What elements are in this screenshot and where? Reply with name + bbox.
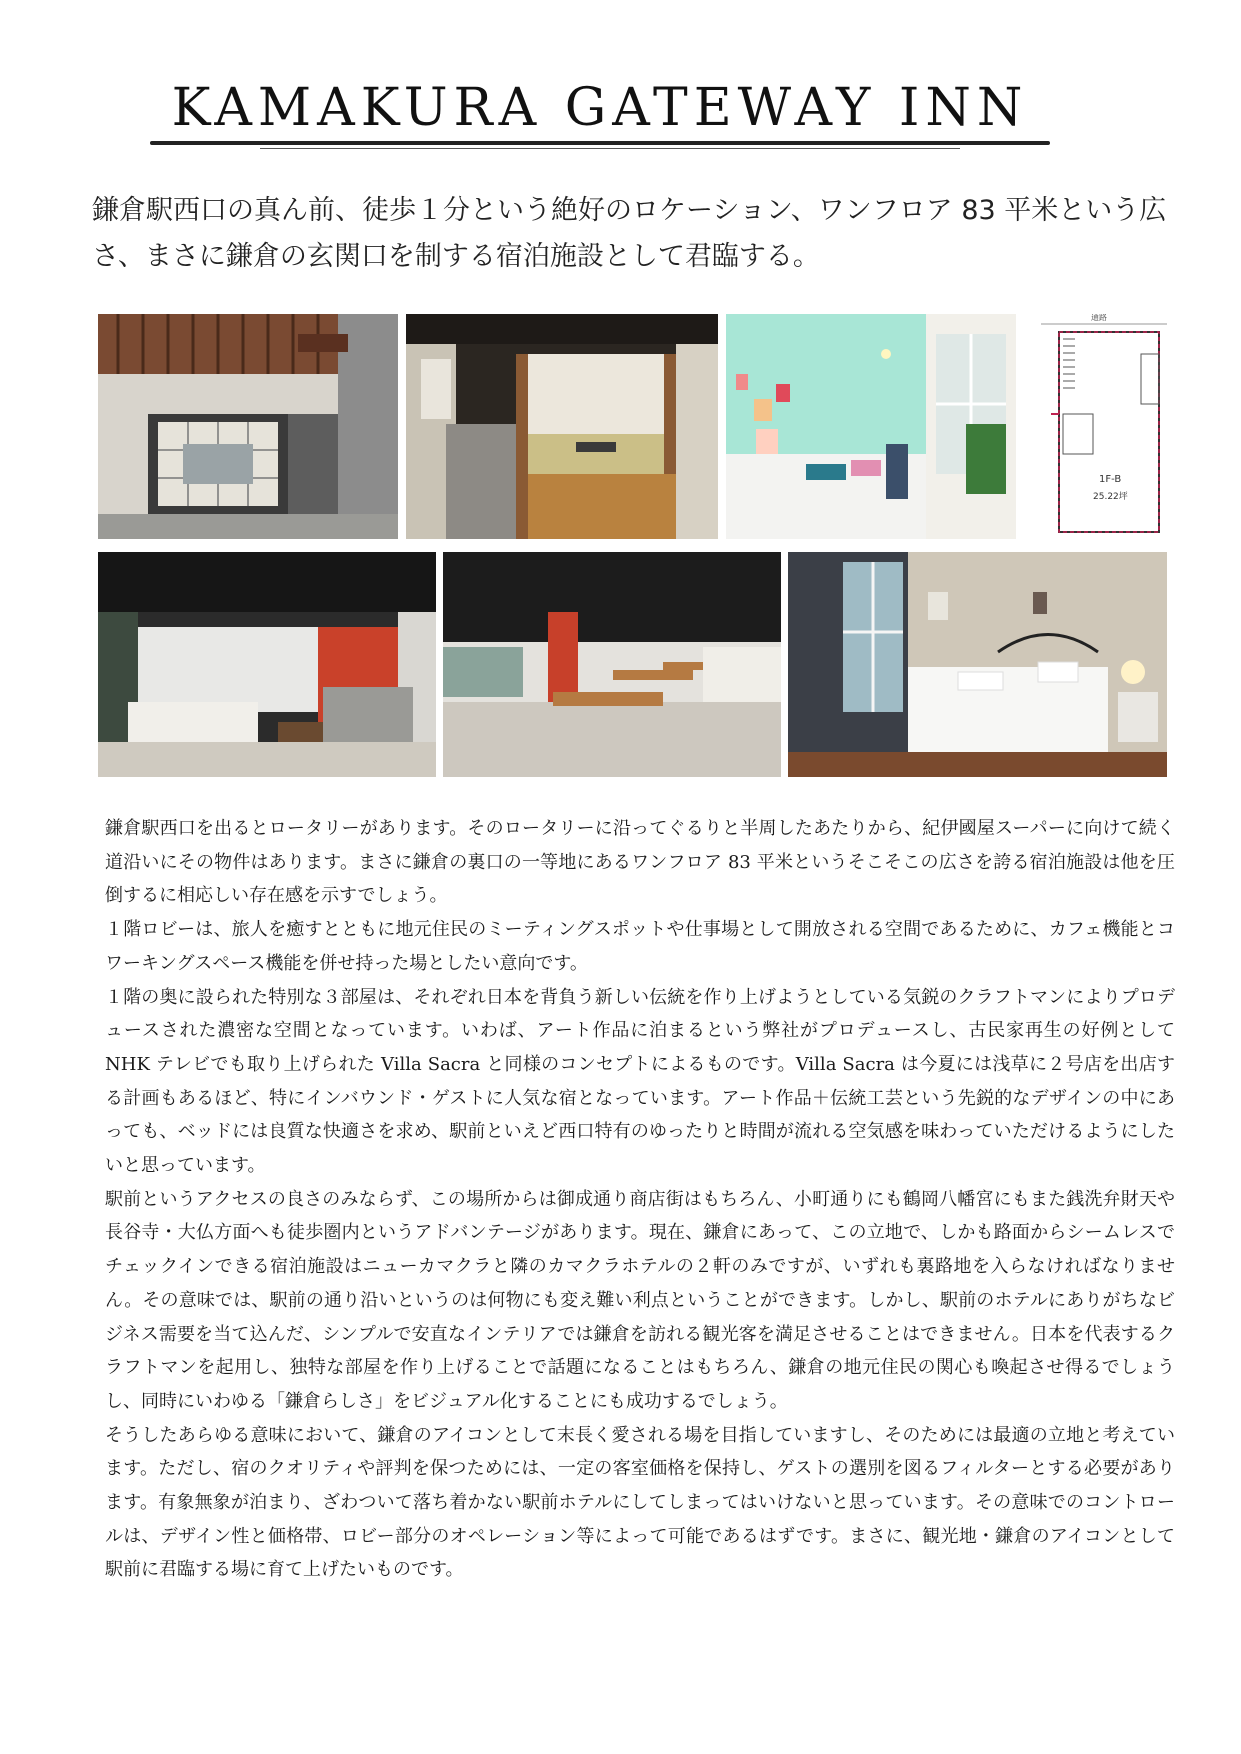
lobby-sofa-photo (98, 552, 436, 777)
lead-paragraph: 鎌倉駅西口の真ん前、徒歩１分という絶好のロケーション、ワンフロア 83 平米という広さ、まさに鎌倉の玄関口を制する宿泊施設として君臨する。 (92, 195, 1167, 272)
body-paragraph: 鎌倉駅西口を出るとロータリーがあります。そのロータリーに沿ってぐるりと半周したあたりから、紀伊國屋スーパーに向けて続く道沿いにその物件はあります。まさに鎌倉の裏口の一等地にあるワンフロア 83 平米というそこそこの広さを誇る宿泊施設は他を圧倒するに相応しい存在感を示すでしょう。 (105, 818, 1175, 907)
body-paragraph: １階の奥に設られた特別な３部屋は、それぞれ日本を背負う新しい伝統を作り上げようとしている気鋭のクラフトマンによりプロデュースされた濃密な空間となっています。いわば、アート作品に泊まるという弊社がプロデュースし、古民家再生の好例として NHK テレビでも取り上げられた Villa Sacra と同様のコンセプトによるものです。Villa Sacra は今夏には浅草に２号店を出店する計画もあるほど、特にインバウンド・ゲストに人気な宿となっています。アート作品＋伝統工芸という先鋭的なデザインの中にあっても、ベッドには良質な快適さを求め、駅前といえど西口特有のゆったりと時間が流れる空気感を味わっていただけるようにしたいと思っています。 (105, 986, 1175, 1177)
tatami-room-photo (406, 314, 718, 539)
floorplan-room-label: 1F-B (1099, 474, 1122, 485)
storefront-photo (98, 314, 398, 539)
body-paragraph: 駅前というアクセスの良さのみならず、この場所からは御成通り商店街はもちろん、小町通りにも鶴岡八幡宮にもまた銭洗弁財天や長谷寺・大仏方面へも徒歩圏内というアドバンテージがあります。現在、鎌倉にあって、この立地で、しかも路面からシームレスでチェックインできる宿泊施設はニューカマクラと隣のカマクラホテルの２軒のみですが、いずれも裏路地を入らなければなりません。その意味では、駅前の通り沿いというのは何物にも変え難い利点ということができます。しかし、駅前のホテルにありがちなビジネス需要を当て込んだ、シンプルで安直なインテリアでは鎌倉を訪れる観光客を満足させることはできません。日本を代表するクラフトマンを起用し、独特な部屋を作り上げることで話題になることはもちろん、鎌倉の地元住民の関心も喚起させ得るでしょうし、同時にいわゆる「鎌倉らしさ」をビジュアル化することにも成功するでしょう。 (105, 1188, 1175, 1412)
body-paragraph: そうしたあらゆる意味において、鎌倉のアイコンとして末長く愛される場を目指していますし、そのためには最適の立地と考えています。ただし、宿のクオリティや評判を保つためには、一定の客室価格を保持し、ゲストの選別を図るフィルターとする必要があります。有象無象が泊まり、ざわついて落ち着かない駅前ホテルにしてしまってはいけないと思っています。その意味でのコントロールは、デザイン性と価格帯、ロビー部分のオペレーション等によって可能であるはずです。まさに、観光地・鎌倉のアイコンとして駅前に君臨する場に育て上げたいものです。 (105, 1424, 1175, 1581)
body-paragraph: １階ロビーは、旅人を癒すとともに地元住民のミーティングスポットや仕事場として開放される空間であるために、カフェ機能とコワーキングスペース機能を併せ持った場としたい意向です。 (105, 919, 1175, 974)
floorplan-top-label: 通路 (1091, 314, 1107, 322)
lobby-tables-photo (443, 552, 781, 777)
floorplan-area-label: 25.22坪 (1093, 492, 1128, 502)
mint-bedroom-photo (726, 314, 1016, 539)
document-title: KAMAKURA GATEWAY INN (171, 78, 1029, 138)
body-text (105, 812, 1175, 1587)
floorplan-image (1041, 314, 1167, 539)
title-underline (150, 141, 1050, 145)
title-underline-thin (260, 148, 960, 149)
iron-bed-room-photo (788, 552, 1167, 777)
